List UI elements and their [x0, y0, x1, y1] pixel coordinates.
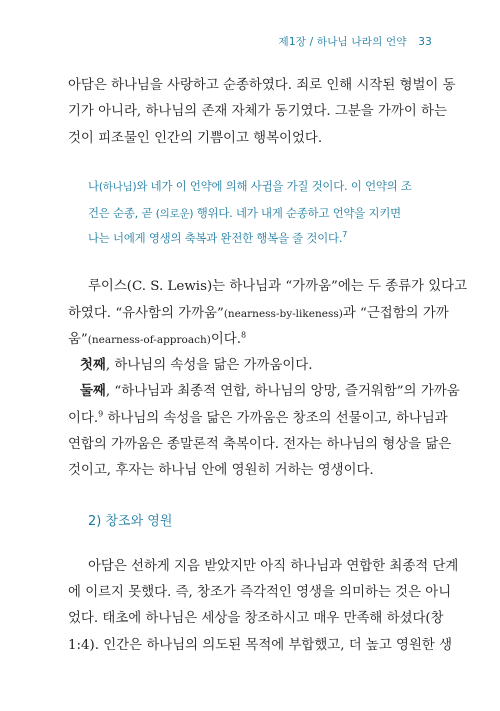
chapter-title: 제1장 / 하나님 나라의 언약: [278, 36, 407, 48]
paragraph-3-line-3: 었다. 태초에 하나님은 세상을 창조하시고 매우 만족해 하셨다(창: [68, 611, 444, 626]
running-header: [278, 34, 432, 49]
text-segment: 하였다. “유사함의 가까움”: [68, 306, 224, 321]
quote-text: 행위다. 네가 내게 순종하고 언약을 지키면: [193, 206, 401, 220]
text-segment: 과 “근접함의 가까: [342, 306, 449, 321]
text-segment: 하나님의 속성을 닮은 가까움은 창조의 선물이고, 하나님과: [103, 411, 448, 426]
quote-text: 나는 너에게 영생의 축복과 완전한 행복을 줄 것이다.: [88, 231, 343, 245]
paragraph-3-line-2: 에 이르지 못했다. 즉, 창조가 즉각적인 영생을 의미하는 것은 아니: [68, 585, 452, 600]
english-term: (nearness-of-approach): [87, 334, 211, 346]
paragraph-2-line-2: [68, 302, 449, 321]
quote-text: 건은 순종, 곧: [88, 206, 156, 220]
text-segment: 이다.: [210, 332, 241, 347]
text-segment: 움”: [68, 332, 88, 347]
quote-text: 와 네가 이 언약에 의해 사귐을 가질 것이다. 이 언약의 조: [136, 179, 412, 193]
paragraph-2-line-3: [68, 328, 432, 347]
footnote-marker: 9: [98, 409, 104, 419]
second-point-line-1: [80, 380, 460, 399]
quote-note: (의로운): [155, 208, 194, 220]
paragraph-1-line-1: 아담은 하나님을 사랑하고 순종하였다. 죄로 인해 시작된 형벌이 동: [68, 78, 456, 93]
point-text: , 하나님의 속성을 닮은 가까움이다.: [105, 358, 313, 373]
point-text: , “하나님과 최종적 연합, 하나님의 앙망, 즐거워함”의 가까움: [105, 384, 460, 399]
quote-line-3: [88, 230, 438, 246]
quote-note: (하나님): [98, 181, 137, 193]
text-segment: 이다.: [68, 411, 99, 426]
english-term: (nearness-by-likeness): [223, 308, 343, 320]
paragraph-3-line-4: 1:4). 인간은 하나님의 의도된 목적에 부합했고, 더 높고 영원한 생: [68, 638, 453, 653]
page-number: 33: [418, 36, 432, 48]
quote-text: 나: [88, 179, 99, 193]
point-label: 첫째: [80, 358, 106, 373]
footnote-marker: 7: [342, 230, 348, 240]
footnote-marker: 8: [241, 330, 247, 340]
paragraph-2-line-1: 루이스(C. S. Lewis)는 하나님과 “가까움”에는 두 종류가 있다고: [88, 279, 468, 294]
quote-line-1: [88, 178, 438, 194]
quote-line-2: [88, 205, 438, 221]
section-heading: 2) 창조와 영원: [88, 514, 173, 529]
second-point-line-4: 것이고, 후자는 하나님 안에 영원히 거하는 영생이다.: [68, 463, 374, 478]
paragraph-3-line-1: 아담은 선하게 지음 받았지만 아직 하나님과 연합한 최종적 단계: [88, 559, 459, 574]
point-label: 둘째: [80, 384, 106, 399]
paragraph-1-line-2: 기가 아니라, 하나님의 존재 자체가 동기였다. 그분을 가까이 하는: [68, 104, 447, 119]
paragraph-1-line-3: 것이 피조물인 인간의 기쁨이고 행복이었다.: [68, 131, 323, 146]
second-point-line-3: 연합의 가까움은 종말론적 축복이다. 전자는 하나님의 형상을 닮은: [68, 437, 452, 452]
first-point: [80, 354, 432, 373]
second-point-line-2: [68, 407, 448, 426]
